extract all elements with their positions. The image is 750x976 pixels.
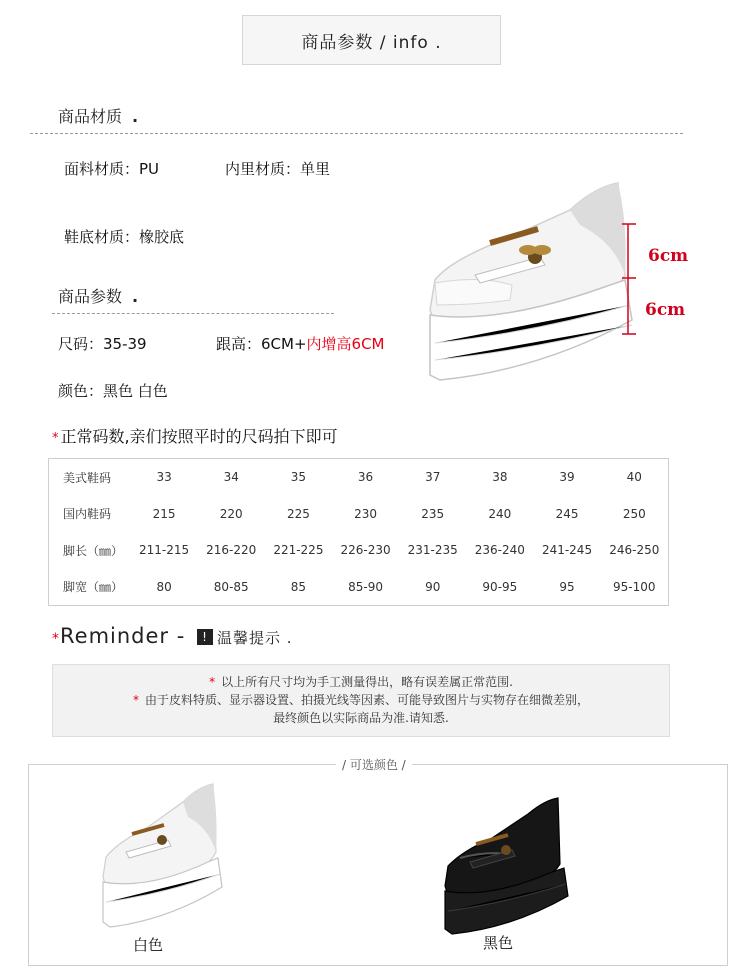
table-cell: 80-85 xyxy=(213,579,249,594)
table-row xyxy=(49,459,669,496)
exclamation-icon: ! xyxy=(197,629,213,645)
table-cell: 80 xyxy=(156,579,172,594)
table-cell: 216-220 xyxy=(206,543,257,558)
params-section-title xyxy=(58,284,138,307)
table-cell: 245 xyxy=(555,506,579,521)
reminder-line1: 以上所有尺寸均为手工测量得出，略有误差属正常范围. xyxy=(221,675,513,689)
sole-height-label: 6cm xyxy=(645,300,686,320)
table-cell: 85-90 xyxy=(348,579,383,594)
table-cell: 250 xyxy=(622,506,646,521)
reminder-line-star: * xyxy=(132,693,139,707)
table-cell: 230 xyxy=(354,506,377,521)
white-shoe-option-image[interactable] xyxy=(98,782,228,932)
color-options-tag: / 可选颜色 / xyxy=(336,756,412,773)
table-row xyxy=(49,569,669,606)
color-options: 颜色：黑色 白色 xyxy=(58,382,168,400)
table-cell: 221-225 xyxy=(273,543,324,558)
table-cell: 95 xyxy=(559,579,575,594)
table-cell: 90 xyxy=(425,579,441,594)
size-note-text: 正常码数,亲们按照平时的尺码拍下即可 xyxy=(60,427,338,446)
table-cell: 95-100 xyxy=(613,579,656,594)
table-row xyxy=(49,495,669,532)
table-cell: 90-95 xyxy=(482,579,518,594)
upper-height-label: 6cm xyxy=(648,246,689,266)
size-note-star: * xyxy=(52,431,59,446)
table-cell: 231-235 xyxy=(407,543,458,558)
size-range: 尺码：35-39 xyxy=(58,335,147,353)
reminder-line3: 最终颜色以实际商品为准.请知悉. xyxy=(273,711,449,725)
table-row xyxy=(49,532,669,569)
params-title-text: 商品参数 xyxy=(58,287,123,306)
size-table xyxy=(48,458,669,606)
table-cell: 211-215 xyxy=(139,543,190,558)
table-cell: 38 xyxy=(492,470,508,485)
reminder-cn-title: 温馨提示 . xyxy=(217,629,293,647)
table-cell: 220 xyxy=(219,506,243,521)
table-cell: 33 xyxy=(156,470,172,485)
reminder-line-star: * xyxy=(209,675,216,689)
material-title-dot: . xyxy=(132,107,139,126)
black-shoe-option-image[interactable] xyxy=(440,796,575,936)
table-cell: 37 xyxy=(425,470,441,485)
heel-height xyxy=(216,333,385,354)
reminder-line xyxy=(53,709,669,727)
reminder-line xyxy=(53,673,669,691)
reminder-line2: 由于皮料特质、显示器设置、拍摄光线等因素、可能导致图片与实物存在细微差别， xyxy=(144,693,589,707)
row-label: 脚长（㎜） xyxy=(63,543,124,558)
reminder-heading xyxy=(52,624,293,648)
heel-height-inner: 内增高6CM xyxy=(306,335,385,353)
table-cell: 39 xyxy=(559,470,575,485)
row-label: 国内鞋码 xyxy=(63,507,112,522)
divider xyxy=(30,133,683,134)
table-cell: 215 xyxy=(152,506,176,521)
reminder-line xyxy=(53,691,669,709)
table-cell: 246-250 xyxy=(609,543,660,558)
table-cell: 225 xyxy=(286,506,310,521)
material-title-text: 商品材质 xyxy=(58,107,123,126)
table-cell: 40 xyxy=(626,470,642,485)
table-cell: 235 xyxy=(421,506,445,521)
white-color-label[interactable]: 白色 xyxy=(133,936,164,954)
white-shoe-image xyxy=(420,165,710,385)
table-cell: 240 xyxy=(488,506,512,521)
fabric-material: 面料材质：PU xyxy=(64,160,160,178)
table-cell: 85 xyxy=(290,579,307,594)
lining-material: 内里材质：单里 xyxy=(225,160,331,178)
black-color-label[interactable]: 黑色 xyxy=(483,934,514,952)
row-label: 美式鞋码 xyxy=(63,470,112,485)
table-cell: 226-230 xyxy=(340,543,391,558)
reminder-title: Reminder - xyxy=(60,624,186,648)
table-cell: 236-240 xyxy=(474,543,525,558)
divider xyxy=(52,313,334,314)
reminder-box xyxy=(52,664,670,737)
table-cell: 35 xyxy=(290,470,307,485)
info-header-title: 商品参数 / info . xyxy=(301,32,442,53)
size-note xyxy=(52,424,338,447)
params-title-dot: . xyxy=(132,287,139,306)
material-section-title xyxy=(58,104,138,127)
height-measure-lines xyxy=(620,222,640,336)
table-cell: 36 xyxy=(357,470,374,485)
table-cell: 241-245 xyxy=(541,543,593,558)
heel-height-prefix: 跟高：6CM+ xyxy=(216,335,307,353)
sole-material: 鞋底材质：橡胶底 xyxy=(64,228,185,246)
info-header xyxy=(242,15,501,65)
table-cell: 34 xyxy=(223,470,239,485)
row-label: 脚宽（㎜） xyxy=(63,580,124,595)
reminder-star: * xyxy=(52,631,60,647)
